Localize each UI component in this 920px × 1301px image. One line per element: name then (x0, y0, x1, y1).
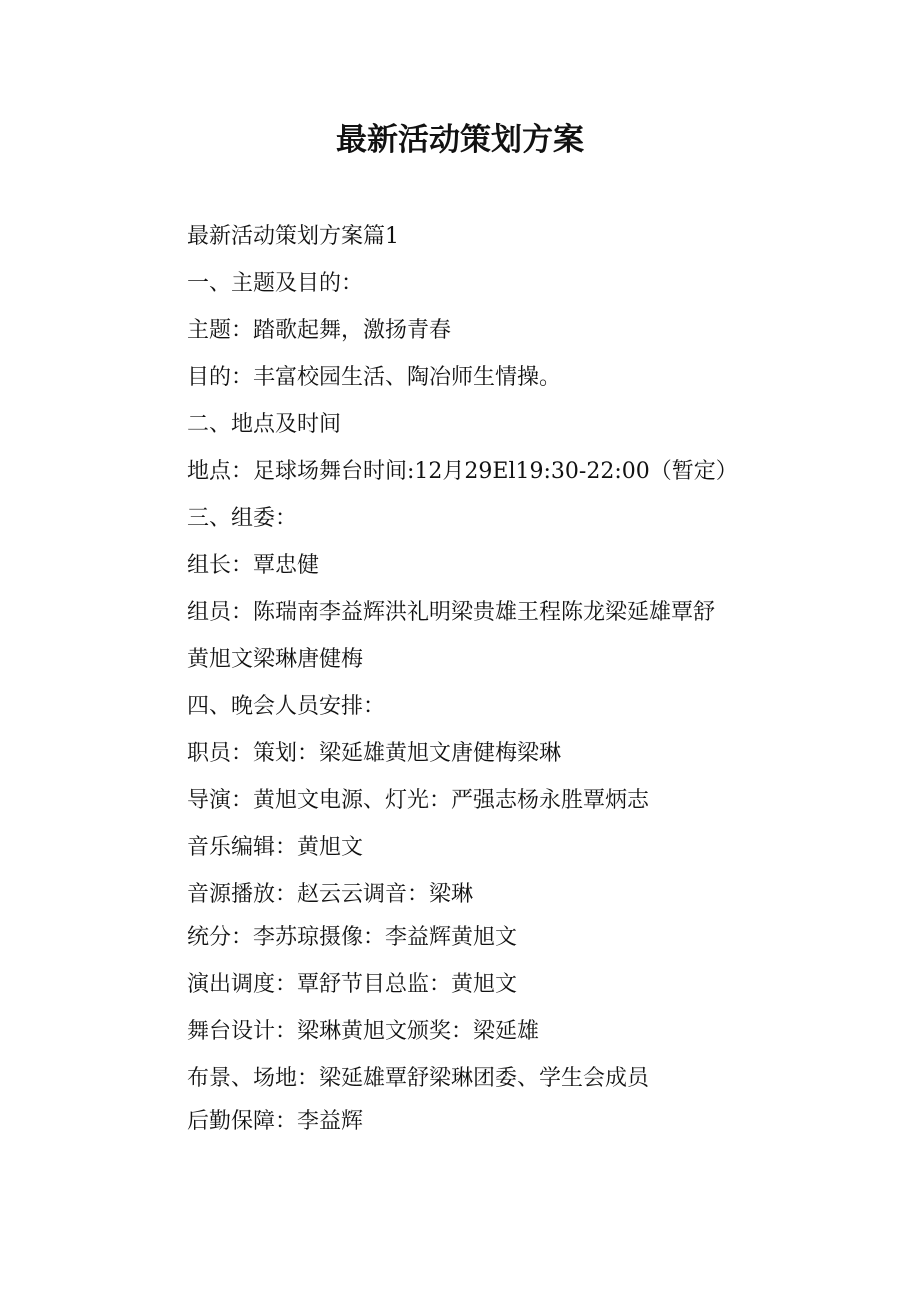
section-heading: 三、组委： (187, 506, 298, 531)
document-title: 最新活动策划方案 (336, 122, 584, 158)
text-line: 舞台设计：梁琳黄旭文颁奖：梁延雄 (187, 1019, 540, 1044)
text-line: 音乐编辑：黄旭文 (187, 835, 364, 860)
section-heading: 二、地点及时间 (187, 412, 342, 437)
text-line: 地点：足球场舞台时间:12月29El19:30-22:00（暂定） (187, 459, 738, 484)
text-line: 音源播放：赵云云调音：梁琳 (187, 882, 474, 907)
text-line: 导演：黄旭文电源、灯光：严强志杨永胜覃炳志 (187, 788, 650, 813)
text-line: 统分：李苏琼摄像：李益辉黄旭文 (187, 925, 518, 950)
section-heading: 四、晚会人员安排： (187, 694, 386, 719)
text-line: 目的：丰富校园生活、陶冶师生情操。 (187, 365, 562, 390)
text-line: 组长：覃忠健 (187, 553, 320, 578)
section-heading: 一、主题及目的： (187, 271, 364, 296)
text-line: 黄旭文梁琳唐健梅 (187, 647, 364, 672)
section-heading: 最新活动策划方案篇1 (187, 224, 399, 249)
text-line: 演出调度：覃舒节目总监：黄旭文 (187, 972, 518, 997)
text-line: 组员：陈瑞南李益辉洪礼明梁贵雄王程陈龙梁延雄覃舒 (187, 600, 716, 625)
text-line: 布景、场地：梁延雄覃舒梁琳团委、学生会成员 (187, 1066, 650, 1091)
text-line: 主题：踏歌起舞，激扬青春 (187, 318, 452, 343)
text-line: 后勤保障：李益辉 (187, 1109, 364, 1134)
text-line: 职员：策划：梁延雄黄旭文唐健梅梁琳 (187, 741, 562, 766)
